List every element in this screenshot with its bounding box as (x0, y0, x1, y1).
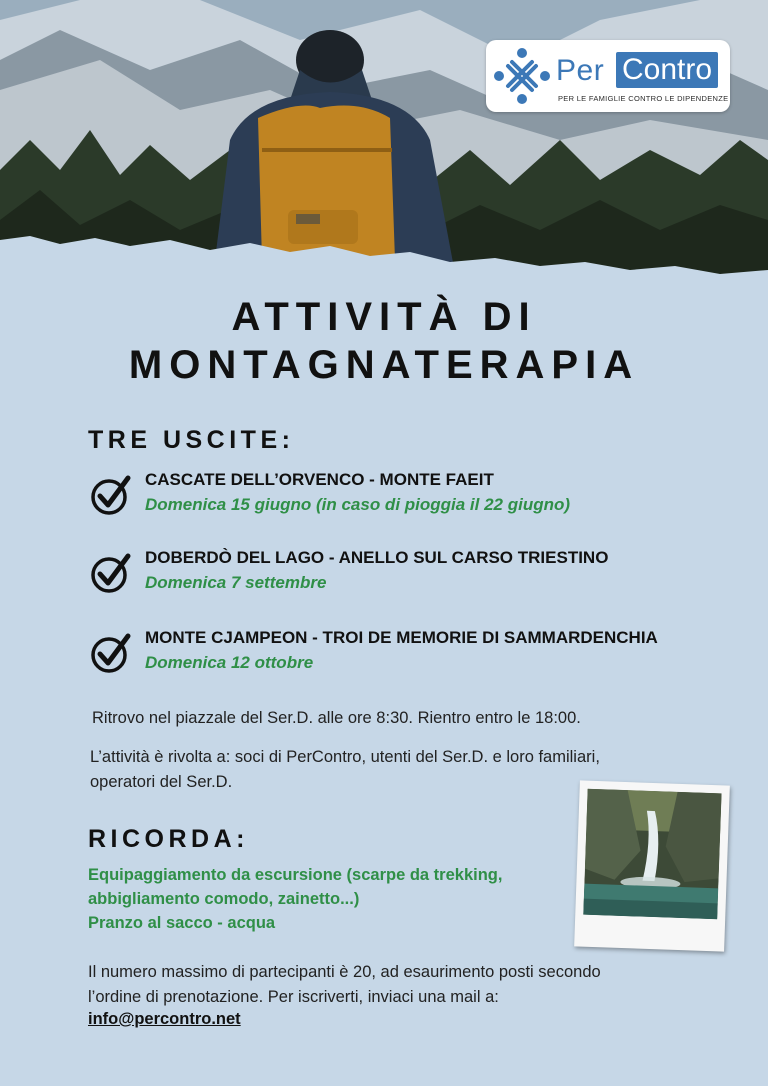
email-link[interactable]: info@percontro.net (88, 1010, 241, 1028)
people-knot-icon (492, 46, 552, 106)
outings-heading: TRE USCITE: (88, 426, 295, 454)
logo-tagline: PER LE FAMIGLIE CONTRO LE DIPENDENZE (558, 94, 729, 103)
percontro-logo (486, 40, 730, 112)
outing-item (90, 470, 740, 530)
logo-per-text: Per (556, 54, 605, 87)
signup-info (88, 960, 708, 1010)
meeting-info: Ritrovo nel piazzale del Ser.D. alle ore 8:30. Rientro entro le 18:00. (92, 709, 581, 727)
outing-item (90, 548, 740, 608)
remember-line-1: Equipaggiamento da escursione (scarpe da trekking, (88, 866, 503, 884)
checkmark-circle-icon (90, 632, 132, 674)
outing-title: DOBERDÒ DEL LAGO - ANELLO SUL CARSO TRIESTINO (145, 548, 609, 567)
waterfall-photo (574, 780, 730, 951)
outing-date: Domenica 12 ottobre (145, 653, 314, 672)
remember-heading: RICORDA: (88, 825, 249, 853)
outing-date: Domenica 7 settembre (145, 573, 327, 592)
outing-title: CASCATE DELL’ORVENCO - MONTE FAEIT (145, 470, 494, 489)
remember-list (88, 863, 578, 935)
outing-item (90, 628, 740, 688)
signup-line-1: Il numero massimo di partecipanti è 20, ad esaurimento posti secondo (88, 963, 601, 981)
remember-line-2: abbigliamento comodo, zainetto...) (88, 890, 360, 908)
title-line-1: ATTIVITÀ DI (231, 295, 537, 339)
signup-line-2: l’ordine di prenotazione. Per iscriverti, inviaci una mail a: (88, 988, 499, 1006)
checkmark-circle-icon (90, 474, 132, 516)
outing-date: Domenica 15 giugno (in caso di pioggia il 22 giugno) (145, 495, 571, 514)
title-line-2: MONTAGNATERAPIA (128, 343, 640, 387)
logo-contro-text: Contro (616, 52, 718, 88)
target-line-2: operatori del Ser.D. (90, 773, 233, 791)
checkmark-circle-icon (90, 552, 132, 594)
target-line-1: L’attività è rivolta a: soci di PerContro, utenti del Ser.D. e loro familiari, (90, 748, 600, 766)
outing-title: MONTE CJAMPEON - TROI DE MEMORIE DI SAMMARDENCHIA (145, 628, 658, 647)
remember-line-3: Pranzo al sacco - acqua (88, 914, 276, 932)
